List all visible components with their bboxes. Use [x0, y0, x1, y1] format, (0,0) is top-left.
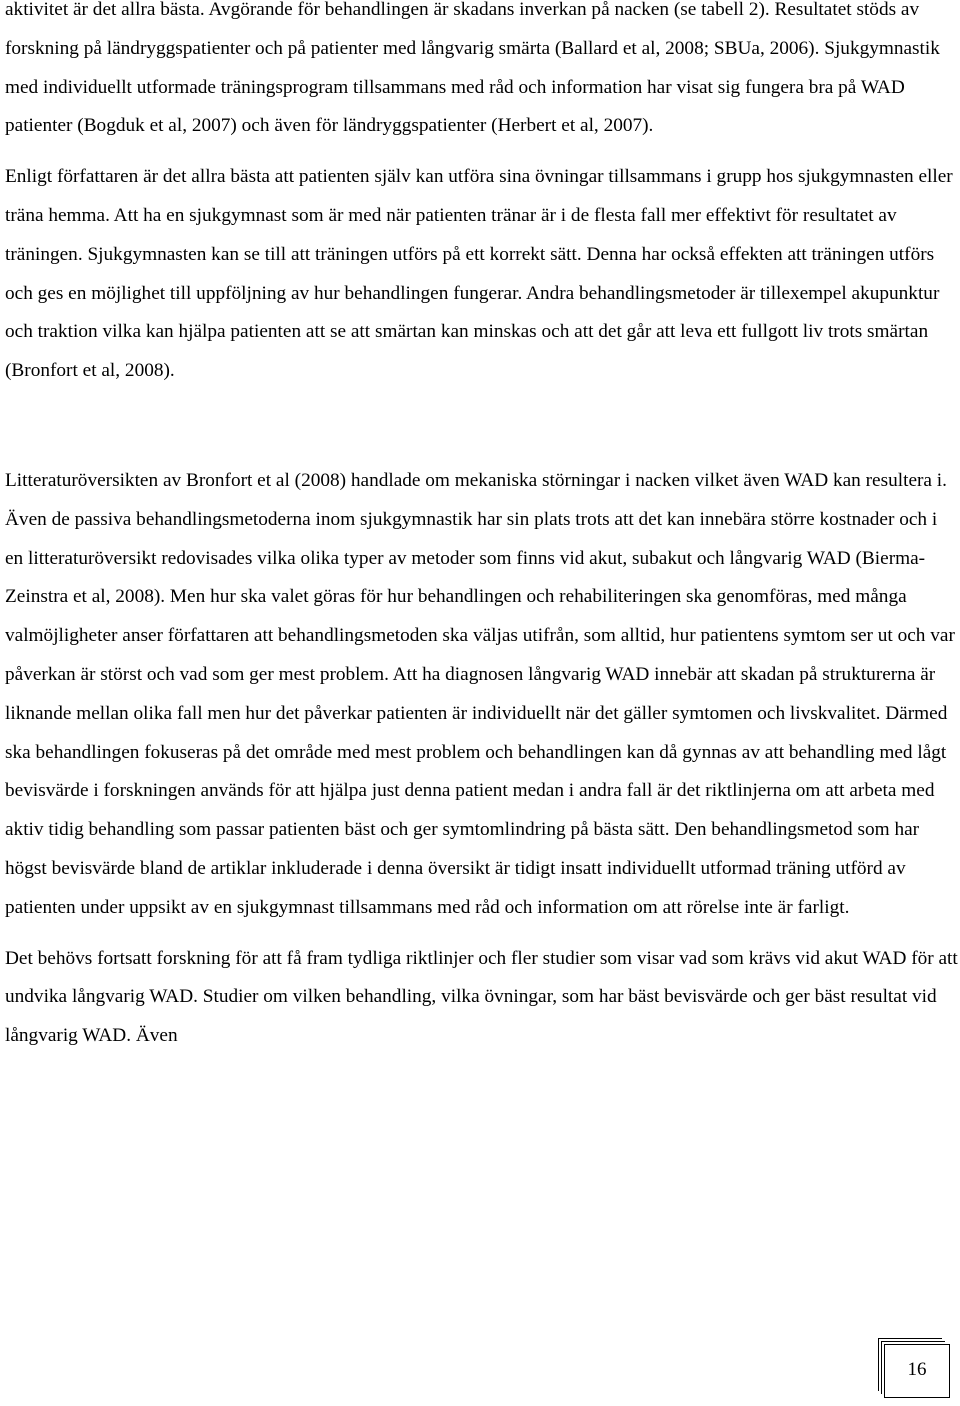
paragraph-literature-review: Litteraturöversikten av Bronfort et al (2008) handlade om mekaniska störningar i nacken vilket även WAD kan resultera i. Även de passiva behandlingsmetoderna inom sjukgymnastik har sin plats trots att det kan innebära större kostnader och i en litteraturöversikt redovisades vilka olika typer av metoder som finns vid akut, subakut och långvarig WAD (Bierma-Zeinstra et al, 2008). Men hur ska valet göras för hur behandlingen och rehabiliteringen ska genomföras, med många valmöjligheter anser författaren att behandlingsmetoden ska väljas utifrån, som alltid, hur patientens symtom ser ut och var påverkan är störst och vad som ger mest problem. Att ha diagnosen långvarig WAD innebär att skadan på strukturerna är liknande mellan olika fall men hur det påverkar patienten är individuellt när det gäller symtomen och livskvalitet. Därmed ska behandlingen fokuseras på det område med mest problem och behandlingen kan då gynnas av att behandling med lågt bevisvärde i forskningen används för att hjälpa just denna patient medan i andra fall är det riktlinjerna om att arbeta med aktiv tidig behandling som passar patienten bäst och ger symtomlindring på bästa sätt. Den behandlingsmetod som har högst bevisvärde bland de artiklar inkluderade i denna översikt är tidigt insatt individuellt utformad träning utförd av patienten under uppsikt av en sjukgymnast tillsammans med råd och information om att rörelse inte är farligt.	[5, 469, 955, 918]
paragraph-treatment-summary: aktivitet är det allra bästa. Avgörande för behandlingen är skadans inverkan på nacken (se tabell 2). Resultatet stöds av forskning på ländryggspatienter och på patienter med långvarig smärta (Ballard et al, 2008; SBUa, 2006). Sjukgymnastik med individuellt utformade träningsprogram tillsammans med råd och information har visat sig fungera bra på WAD patienter (Bogduk et al, 2007) och även för ländryggspatienter (Herbert et al, 2007).	[5, 0, 940, 137]
page-number-box	[884, 1344, 950, 1398]
paragraph-spacer	[5, 146, 960, 158]
paragraph-spacer	[5, 928, 960, 940]
page-number: 16	[907, 1359, 927, 1380]
paragraph-author-opinion: Enligt författaren är det allra bästa att patienten själv kan utföra sina övningar tillsammans i grupp hos sjukgymnasten eller träna hemma. Att ha en sjukgymnast som är med när patienten tränar är i de flesta fall mer effektivt för resultatet av träningen. Sjukgymnasten kan se till att träningen utförs på ett korrekt sätt. Denna har också effekten att träningen utförs och ges en möjlighet till uppföljning av hur behandlingen fungerar. Andra behandlingsmetoder är tillexempel akupunktur och traktion vilka kan hjälpa patienten att se att smärtan kan minskas och att det går att leva ett fullgott liv trots smärtan (Bronfort et al, 2008).	[5, 166, 953, 382]
paragraph-further-research: Det behövs fortsatt forskning för att få fram tydliga riktlinjer och fler studier som visar vad som krävs vid akut WAD för att undvika långvarig WAD. Studier om vilken behandling, vilka övningar, som har bäst bevisvärde och ger bäst resultat vid långvarig WAD. Även	[5, 947, 958, 1047]
document-page	[5, 0, 960, 1056]
section-spacer	[5, 391, 960, 462]
